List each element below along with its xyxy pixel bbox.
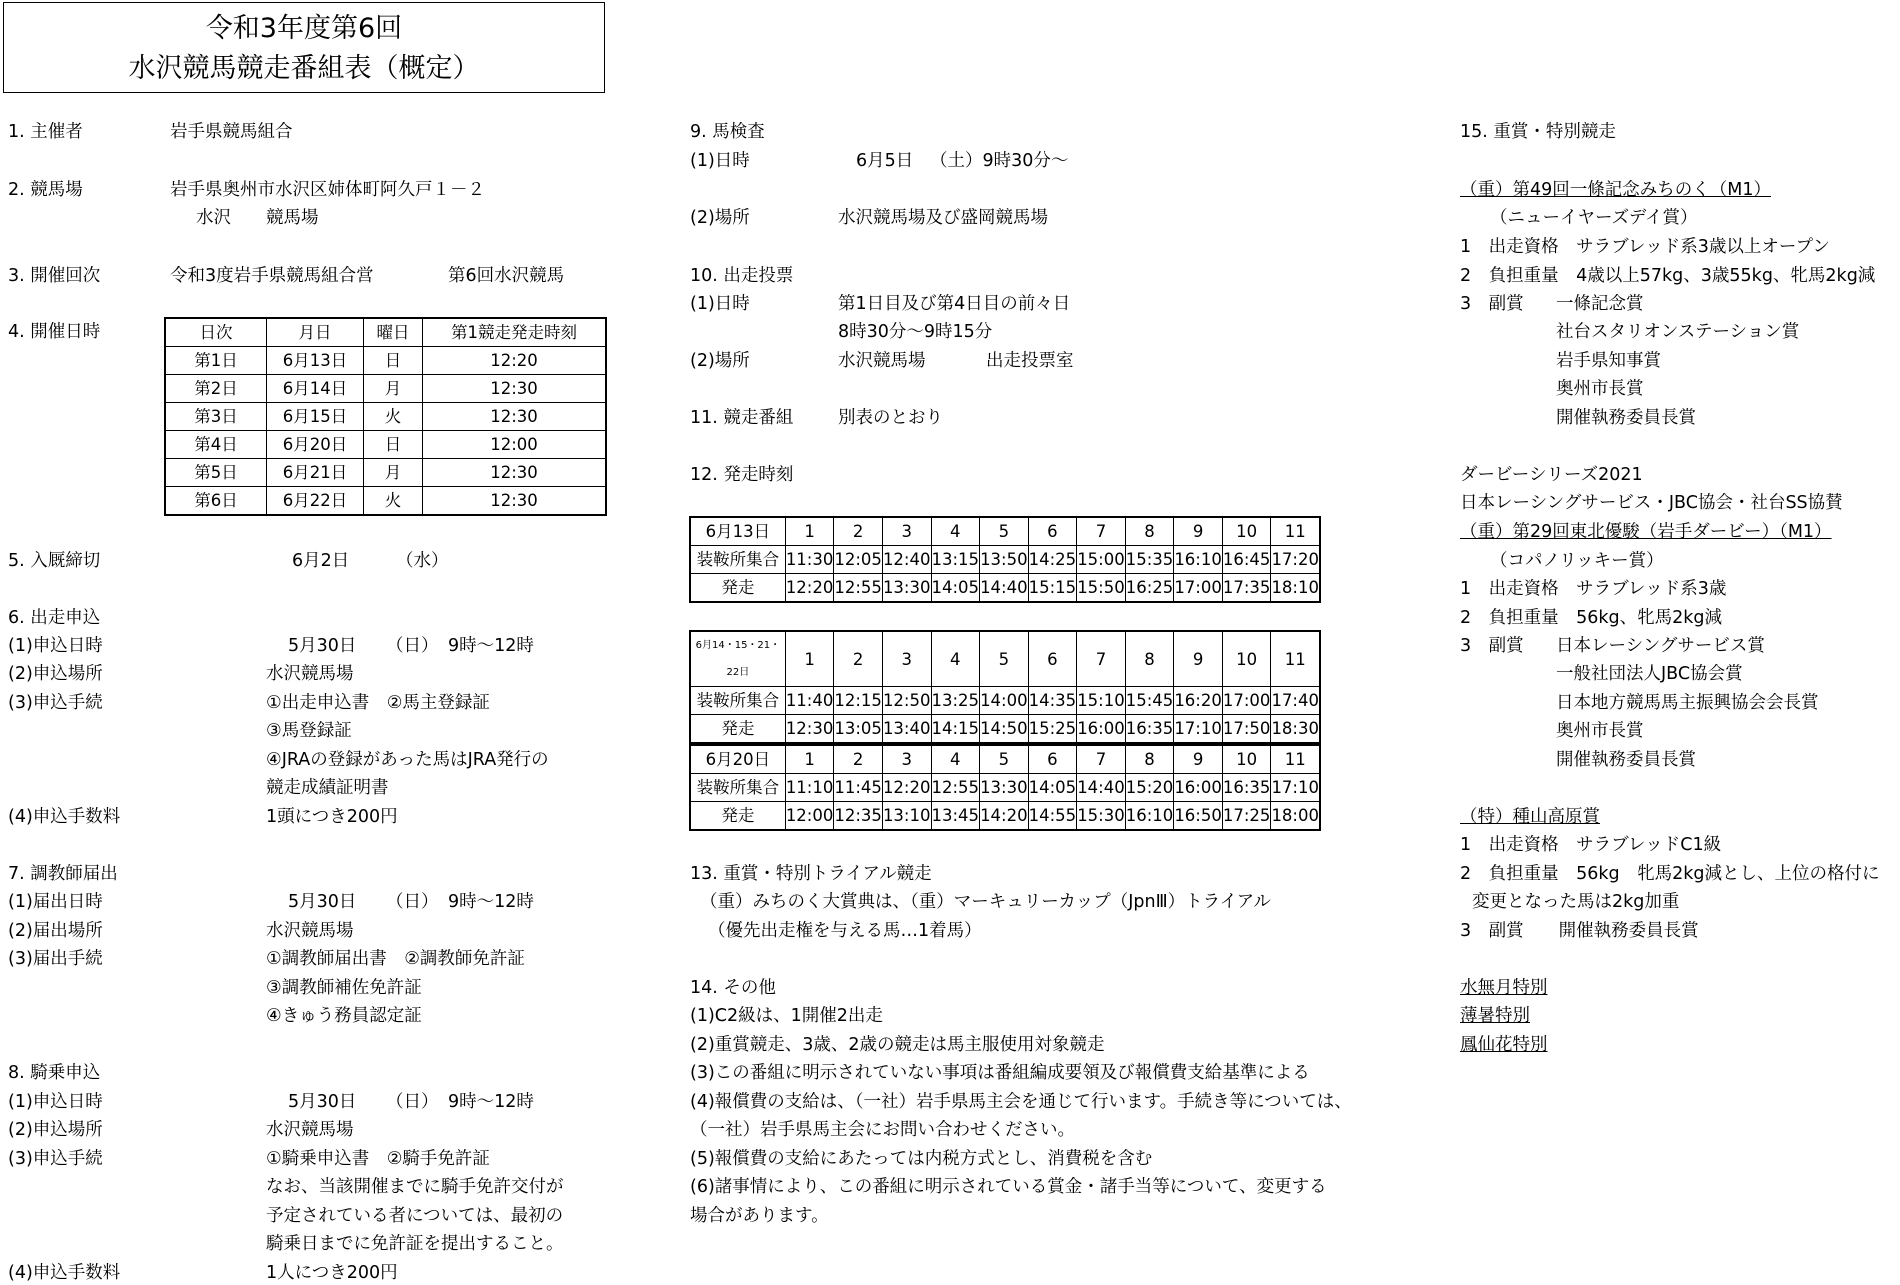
time-cell: 8 <box>1125 631 1174 687</box>
time-cell: 14:00 <box>980 687 1029 715</box>
time-cell: 1 <box>785 517 834 546</box>
s13-head: 13. 重賞・特別トライアル競走 <box>690 864 932 884</box>
time-cell: 12:30 <box>423 487 607 516</box>
s8-l2v: 水沢競馬場 <box>266 1120 354 1140</box>
s7-l1v1: 5月30日 <box>288 892 357 912</box>
time-cell: 10 <box>1222 517 1271 546</box>
time-cell: 9 <box>1174 517 1223 546</box>
race-weight: 2 負担重量 4歳以上57kg、3歳55kg、牝馬2kg減 <box>1460 266 1876 286</box>
s4-head: 4. 開催日時 <box>8 322 101 342</box>
s14-line: (1)C2級は、1開催2出走 <box>690 1006 883 1026</box>
s6-l3v3: ④JRAの登録があった馬はJRA発行の <box>266 750 549 770</box>
time-cell: 15:10 <box>1077 687 1126 715</box>
time-cell: 17:20 <box>1271 546 1320 574</box>
s6-l4: (4)申込手数料 <box>8 807 121 827</box>
row-label: 発走 <box>690 802 785 831</box>
time-cell: 14:35 <box>1028 687 1077 715</box>
race-sub-tohoku: （コパノリッキー賞） <box>1490 551 1664 571</box>
race-weight-cont: 変更となった馬は2kg加重 <box>1472 892 1680 912</box>
s10-l2: (2)場所 <box>690 351 750 371</box>
time-cell: 7 <box>1077 517 1126 546</box>
time-cell: 12:05 <box>834 546 883 574</box>
date-cell: 6月13日 <box>267 347 364 375</box>
day-cell: 第6日 <box>165 487 267 516</box>
s9-l1: (1)日時 <box>690 151 750 171</box>
s10-l2v2: 出走投票室 <box>986 351 1074 371</box>
time-cell: 13:30 <box>882 574 931 603</box>
s8-l1v3: 9時～12時 <box>448 1092 534 1112</box>
title-box <box>3 2 605 93</box>
s6-l3v1: ①出走申込書 ②馬主登録証 <box>266 693 490 713</box>
time-cell: 15:35 <box>1125 546 1174 574</box>
time-cell: 4 <box>931 631 980 687</box>
time-cell: 11:45 <box>834 774 883 802</box>
time-cell: 12:15 <box>834 687 883 715</box>
s14-line: 場合があります。 <box>690 1206 829 1226</box>
start-row <box>690 574 1320 603</box>
time-cell: 6 <box>1028 631 1077 687</box>
s7-l2: (2)届出場所 <box>8 921 103 941</box>
time-cell: 7 <box>1077 745 1126 774</box>
time-cell: 12:55 <box>834 574 883 603</box>
s5-date: 6月2日 <box>292 551 350 571</box>
page-title-line2: 水沢競馬競走番組表（概定） <box>128 53 480 84</box>
s8-l3v2: なお、当該開催までに騎手免許交付が <box>266 1177 564 1197</box>
s14-line: (5)報償費の支給にあたっては内税方式とし、消費税を含む <box>690 1149 1153 1169</box>
table-row <box>165 375 606 403</box>
date-cell: 6月21日 <box>267 459 364 487</box>
time-cell: 17:10 <box>1271 774 1320 802</box>
s7-l3v3: ④きゅう務員認定証 <box>266 1006 422 1026</box>
time-cell: 2 <box>834 631 883 687</box>
prize-item: 日本地方競馬馬主振興協会会長賞 <box>1556 693 1819 713</box>
derby-sponsor: 日本レーシングサービス・JBC協会・社台SS協賛 <box>1460 493 1843 513</box>
time-cell: 14:15 <box>931 715 980 744</box>
table-row <box>165 431 606 459</box>
prize-item: 日本レーシングサービス賞 <box>1556 636 1765 656</box>
date-cell: 6月22日 <box>267 487 364 516</box>
time-cell: 2 <box>834 745 883 774</box>
time-cell: 16:35 <box>1222 774 1271 802</box>
time-cell: 18:30 <box>1271 715 1320 744</box>
s13-l2: （優先出走権を与える馬…1着馬） <box>708 921 982 941</box>
start-row <box>690 802 1320 831</box>
s3-value1: 令和3度岩手県競馬組合営 <box>170 266 374 286</box>
s14-head: 14. その他 <box>690 978 776 998</box>
time-cell: 11 <box>1271 745 1320 774</box>
time-cell: 10 <box>1222 745 1271 774</box>
dow-cell: 月 <box>364 459 423 487</box>
time-cell: 12:20 <box>423 347 607 375</box>
race-number-row <box>690 517 1320 546</box>
dow-cell: 月 <box>364 375 423 403</box>
page-title-line1: 令和3年度第6回 <box>205 13 403 44</box>
time-cell: 12:50 <box>882 687 931 715</box>
time-cell: 14:40 <box>980 574 1029 603</box>
time-cell: 13:45 <box>931 802 980 831</box>
table-row <box>165 459 606 487</box>
s6-l4v: 1頭につき200円 <box>266 807 398 827</box>
time-cell: 5 <box>980 745 1029 774</box>
s14-line: （一社）岩手県馬主会にお問い合わせください。 <box>690 1120 1075 1140</box>
date-cell: 6月20日 <box>267 431 364 459</box>
day-cell: 第1日 <box>165 347 267 375</box>
time-cell: 1 <box>785 745 834 774</box>
time-cell: 14:25 <box>1028 546 1077 574</box>
s8-l4v: 1人につき200円 <box>266 1263 398 1283</box>
s6-l3v4: 競走成績証明書 <box>266 778 389 798</box>
assembly-row <box>690 774 1320 802</box>
dow-cell: 火 <box>364 403 423 431</box>
day-cell: 第4日 <box>165 431 267 459</box>
time-cell: 9 <box>1174 631 1223 687</box>
s7-l3: (3)届出手続 <box>8 949 103 969</box>
s13-l1: （重）みちのく大賞典は、（重）マーキュリーカップ（JpnⅢ）トライアル <box>700 892 1271 912</box>
race-qualification: 1 出走資格 サラブレッド系3歳 <box>1460 579 1727 599</box>
s6-l2v: 水沢競馬場 <box>266 664 354 684</box>
s12-head: 12. 発走時刻 <box>690 465 794 485</box>
schedule-header: 月日 <box>267 318 364 347</box>
table-row <box>165 403 606 431</box>
time-cell: 15:00 <box>1077 546 1126 574</box>
time-cell: 16:50 <box>1174 802 1223 831</box>
race-times-table-1 <box>689 516 1321 603</box>
s7-l1v2: （日） <box>386 892 439 912</box>
time-cell: 14:20 <box>980 802 1029 831</box>
table-row <box>165 347 606 375</box>
s6-l1: (1)申込日時 <box>8 636 103 656</box>
schedule-header: 曜日 <box>364 318 423 347</box>
day-cell: 第2日 <box>165 375 267 403</box>
race-times-table-3 <box>689 744 1321 831</box>
time-cell: 11:30 <box>785 546 834 574</box>
time-cell: 17:10 <box>1174 715 1223 744</box>
s8-l1v1: 5月30日 <box>288 1092 357 1112</box>
race-prize-label: 3 副賞 <box>1460 636 1524 656</box>
time-cell: 12:00 <box>785 802 834 831</box>
s8-l3v1: ①騎乗申込書 ②騎手免許証 <box>266 1149 490 1169</box>
s11-value: 別表のとおり <box>838 408 943 428</box>
race-name-taneyama: （特）種山高原賞 <box>1460 807 1600 827</box>
race-times-table-2 <box>689 630 1321 744</box>
row-label: 装鞍所集合 <box>690 546 785 574</box>
s3-value2: 第6回水沢競馬 <box>448 266 565 286</box>
race-qualification: 1 出走資格 サラブレッドC1級 <box>1460 835 1722 855</box>
s1-head: 1. 主催者 <box>8 122 83 142</box>
race-weight: 2 負担重量 56kg 牝馬2kg減とし、上位の格付に <box>1460 864 1880 884</box>
s9-l1v2: （土）9時30分～ <box>930 151 1069 171</box>
s7-l3v1: ①調教師届出書 ②調教師免許証 <box>266 949 525 969</box>
time-cell: 14:05 <box>1028 774 1077 802</box>
time-cell: 13:15 <box>931 546 980 574</box>
day-cell: 第5日 <box>165 459 267 487</box>
time-cell: 17:00 <box>1222 687 1271 715</box>
s10-l1v2: 8時30分～9時15分 <box>838 322 993 342</box>
race-prize-label: 3 副賞 <box>1460 294 1524 314</box>
time-cell: 15:30 <box>1077 802 1126 831</box>
time-cell: 14:05 <box>931 574 980 603</box>
race-weight: 2 負担重量 56kg、牝馬2kg減 <box>1460 608 1723 628</box>
day-cell: 第3日 <box>165 403 267 431</box>
race-qualification: 1 出走資格 サラブレッド系3歳以上オープン <box>1460 237 1830 257</box>
s8-l4: (4)申込手数料 <box>8 1263 121 1283</box>
time-cell: 14:50 <box>980 715 1029 744</box>
s6-head: 6. 出走申込 <box>8 608 101 628</box>
s7-l1: (1)届出日時 <box>8 892 103 912</box>
time-cell: 16:10 <box>1125 802 1174 831</box>
s10-head: 10. 出走投票 <box>690 266 794 286</box>
assembly-row <box>690 687 1320 715</box>
s8-l2: (2)申込場所 <box>8 1120 103 1140</box>
s8-l3v4: 騎乗日までに免許証を提出すること。 <box>266 1234 564 1254</box>
s1-value: 岩手県競馬組合 <box>170 122 293 142</box>
time-cell: 13:50 <box>980 546 1029 574</box>
s8-l3: (3)申込手続 <box>8 1149 103 1169</box>
time-cell: 16:00 <box>1077 715 1126 744</box>
time-cell: 17:50 <box>1222 715 1271 744</box>
time-cell: 18:10 <box>1271 574 1320 603</box>
row-label: 6月14・15・21・22日 <box>690 631 785 687</box>
assembly-row <box>690 546 1320 574</box>
time-cell: 16:20 <box>1174 687 1223 715</box>
s14-line: (2)重賞競走、3歳、2歳の競走は馬主服使用対象競走 <box>690 1035 1105 1055</box>
s7-head: 7. 調教師届出 <box>8 864 118 884</box>
special-race: 鳳仙花特別 <box>1460 1035 1548 1055</box>
race-number-row <box>690 631 1320 687</box>
time-cell: 16:10 <box>1174 546 1223 574</box>
prize-item: 一般社団法人JBC協会賞 <box>1556 664 1743 684</box>
time-cell: 13:10 <box>882 802 931 831</box>
s15-head: 15. 重賞・特別競走 <box>1460 122 1616 142</box>
special-race: 水無月特別 <box>1460 978 1548 998</box>
prize-item: 一條記念賞 <box>1556 294 1644 314</box>
row-label: 発走 <box>690 574 785 603</box>
s9-l1v1: 6月5日 <box>856 151 914 171</box>
time-cell: 12:30 <box>423 375 607 403</box>
prize-item: 開催執務委員長賞 <box>1556 408 1696 428</box>
row-label: 6月20日 <box>690 745 785 774</box>
s2-value2: 水沢 競馬場 <box>196 208 319 228</box>
schedule-table <box>164 317 607 516</box>
time-cell: 16:35 <box>1125 715 1174 744</box>
s10-l1v1: 第1日目及び第4日目の前々日 <box>838 294 1071 314</box>
time-cell: 11 <box>1271 631 1320 687</box>
s2-head: 2. 競馬場 <box>8 180 83 200</box>
time-cell: 12:40 <box>882 546 931 574</box>
time-cell: 13:05 <box>834 715 883 744</box>
time-cell: 17:35 <box>1222 574 1271 603</box>
s6-l2: (2)申込場所 <box>8 664 103 684</box>
time-cell: 6 <box>1028 745 1077 774</box>
row-label: 発走 <box>690 715 785 744</box>
s3-head: 3. 開催回次 <box>8 266 101 286</box>
s11-head: 11. 競走番組 <box>690 408 794 428</box>
prize-item: 奥州市長賞 <box>1556 721 1644 741</box>
time-cell: 13:40 <box>882 715 931 744</box>
s7-l2v: 水沢競馬場 <box>266 921 354 941</box>
s14-line: (3)この番組に明示されていない事項は番組編成要領及び報償費支給基準による <box>690 1063 1310 1083</box>
time-cell: 7 <box>1077 631 1126 687</box>
time-cell: 4 <box>931 745 980 774</box>
race-name-michinoku: （重）第49回一條記念みちのく（M1） <box>1460 180 1771 200</box>
s14-line: (4)報償費の支給は、（一社）岩手県馬主会を通じて行います。手続き等については、 <box>690 1092 1352 1112</box>
time-cell: 2 <box>834 517 883 546</box>
row-label: 6月13日 <box>690 517 785 546</box>
time-cell: 9 <box>1174 745 1223 774</box>
time-cell: 15:15 <box>1028 574 1077 603</box>
s6-l1v3: 9時～12時 <box>448 636 534 656</box>
s10-l1: (1)日時 <box>690 294 750 314</box>
time-cell: 15:20 <box>1125 774 1174 802</box>
start-row <box>690 715 1320 744</box>
time-cell: 11:10 <box>785 774 834 802</box>
s7-l1v3: 9時～12時 <box>448 892 534 912</box>
time-cell: 12:30 <box>423 403 607 431</box>
time-cell: 3 <box>882 745 931 774</box>
time-cell: 1 <box>785 631 834 687</box>
time-cell: 15:50 <box>1077 574 1126 603</box>
s8-l1v2: （日） <box>386 1092 439 1112</box>
time-cell: 17:40 <box>1271 687 1320 715</box>
time-cell: 11 <box>1271 517 1320 546</box>
prize-item: 開催執務委員長賞 <box>1556 750 1696 770</box>
time-cell: 12:30 <box>423 459 607 487</box>
time-cell: 3 <box>882 631 931 687</box>
time-cell: 12:35 <box>834 802 883 831</box>
prize-item: 岩手県知事賞 <box>1556 351 1661 371</box>
time-cell: 15:45 <box>1125 687 1174 715</box>
time-cell: 6 <box>1028 517 1077 546</box>
s8-l1: (1)申込日時 <box>8 1092 103 1112</box>
time-cell: 16:00 <box>1174 774 1223 802</box>
time-cell: 13:25 <box>931 687 980 715</box>
race-sub-michinoku: （ニューイヤーズデイ賞） <box>1490 208 1698 228</box>
s6-l3v2: ③馬登録証 <box>266 721 352 741</box>
s9-l2v: 水沢競馬場及び盛岡競馬場 <box>838 208 1048 228</box>
s6-l1v1: 5月30日 <box>288 636 357 656</box>
date-cell: 6月14日 <box>267 375 364 403</box>
time-cell: 12:55 <box>931 774 980 802</box>
row-label: 装鞍所集合 <box>690 774 785 802</box>
time-cell: 11:40 <box>785 687 834 715</box>
table-row <box>165 487 606 516</box>
s14-line: (6)諸事情により、この番組に明示されている賞金・諸手当等について、変更する <box>690 1177 1327 1197</box>
time-cell: 17:00 <box>1174 574 1223 603</box>
time-cell: 5 <box>980 631 1029 687</box>
s5-dow: （水） <box>396 551 449 571</box>
s6-l1v2: （日） <box>386 636 439 656</box>
time-cell: 12:30 <box>785 715 834 744</box>
time-cell: 12:20 <box>785 574 834 603</box>
s9-l2: (2)場所 <box>690 208 750 228</box>
time-cell: 14:40 <box>1077 774 1126 802</box>
time-cell: 10 <box>1222 631 1271 687</box>
time-cell: 12:00 <box>423 431 607 459</box>
time-cell: 17:25 <box>1222 802 1271 831</box>
time-cell: 5 <box>980 517 1029 546</box>
time-cell: 4 <box>931 517 980 546</box>
time-cell: 16:45 <box>1222 546 1271 574</box>
time-cell: 15:25 <box>1028 715 1077 744</box>
time-cell: 14:55 <box>1028 802 1077 831</box>
dow-cell: 火 <box>364 487 423 516</box>
dow-cell: 日 <box>364 347 423 375</box>
race-number-row <box>690 745 1320 774</box>
race-name-tohoku-yushun: （重）第29回東北優駿（岩手ダービー）（M1） <box>1460 522 1832 542</box>
row-label: 装鞍所集合 <box>690 687 785 715</box>
time-cell: 13:30 <box>980 774 1029 802</box>
s2-value1: 岩手県奥州市水沢区姉体町阿久戸１－２ <box>170 180 485 200</box>
date-cell: 6月15日 <box>267 403 364 431</box>
prize-item: 奥州市長賞 <box>1556 379 1644 399</box>
s9-head: 9. 馬検査 <box>690 122 765 142</box>
s8-l3v3: 予定されている者については、最初の <box>266 1206 564 1226</box>
derby-series: ダービーシリーズ2021 <box>1460 465 1643 485</box>
s5-head: 5. 入厩締切 <box>8 551 101 571</box>
time-cell: 12:20 <box>882 774 931 802</box>
s10-l2v1: 水沢競馬場 <box>838 351 926 371</box>
schedule-header: 日次 <box>165 318 267 347</box>
schedule-header: 第1競走発走時刻 <box>423 318 607 347</box>
special-race: 薄暑特別 <box>1460 1006 1530 1026</box>
time-cell: 8 <box>1125 517 1174 546</box>
s6-l3: (3)申込手続 <box>8 693 103 713</box>
time-cell: 8 <box>1125 745 1174 774</box>
time-cell: 16:25 <box>1125 574 1174 603</box>
race-prize: 3 副賞 開催執務委員長賞 <box>1460 921 1699 941</box>
s7-l3v2: ③調教師補佐免許証 <box>266 978 422 998</box>
time-cell: 18:00 <box>1271 802 1320 831</box>
s8-head: 8. 騎乗申込 <box>8 1063 101 1083</box>
time-cell: 3 <box>882 517 931 546</box>
prize-item: 社台スタリオンステーション賞 <box>1556 322 1800 342</box>
dow-cell: 日 <box>364 431 423 459</box>
